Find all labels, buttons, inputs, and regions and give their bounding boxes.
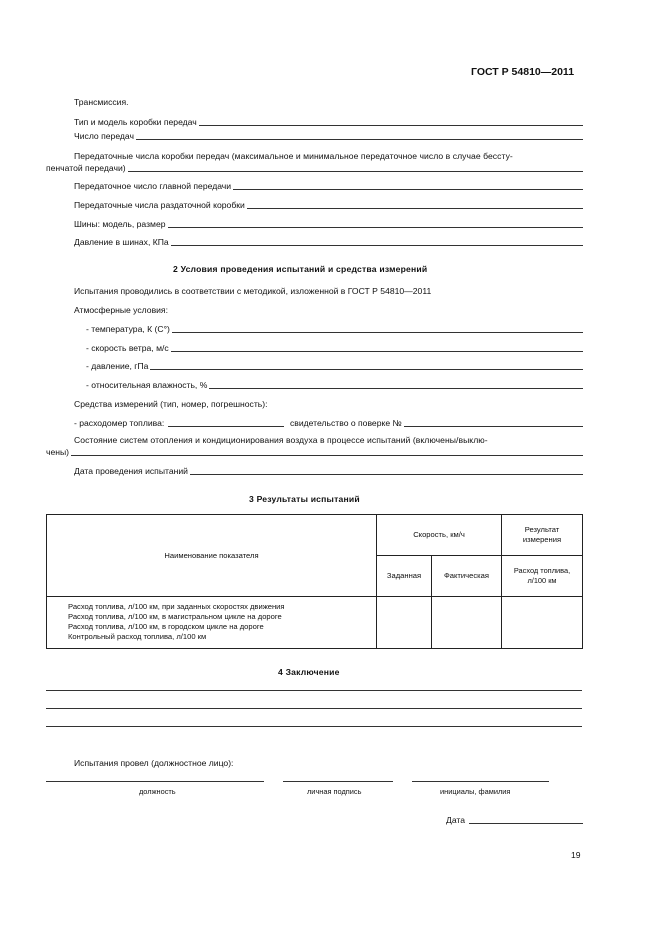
field-label: свидетельство о поверке № <box>290 418 402 428</box>
field-date <box>446 815 583 826</box>
field-label: - относительная влажность, % <box>86 380 208 390</box>
indicator-row: Расход топлива, л/100 км, в городском цикле на дороге <box>68 622 264 631</box>
page-number: 19 <box>571 850 581 860</box>
field-label: Шины: модель, размер <box>74 219 166 229</box>
header-actual-speed: Фактическая <box>432 556 502 597</box>
cell-set-speed <box>377 597 432 649</box>
fill-line <box>199 125 583 126</box>
fill-line <box>172 332 583 333</box>
field-label: Число передач <box>74 131 134 141</box>
fill-line <box>128 171 583 172</box>
signature-caption: личная подпись <box>307 787 362 796</box>
header-speed: Скорость, км/ч <box>377 515 502 556</box>
field-wind <box>86 343 583 354</box>
header-fuel-consumption <box>502 556 583 597</box>
transmission-title: Трансмиссия. <box>74 97 129 107</box>
field-flowmeter <box>74 418 284 429</box>
position-caption: должность <box>139 787 176 796</box>
fill-line <box>247 208 583 209</box>
results-table <box>46 514 583 649</box>
field-label: - давление, гПа <box>86 361 149 371</box>
field-gear-count <box>74 131 583 142</box>
conclusion-line <box>46 708 582 709</box>
fill-line <box>168 426 284 427</box>
field-pressure <box>86 361 583 372</box>
fill-line <box>404 426 583 427</box>
header-result-line1: Результат <box>524 525 560 534</box>
hvac-line-1: Состояние систем отопления и кондиционирования воздуха в процессе испытаний (включены/выклю- <box>74 435 488 445</box>
indicator-list <box>47 597 377 649</box>
fill-line <box>171 351 583 352</box>
field-label: Давление в шинах, КПа <box>74 237 169 247</box>
section-2-title: 2 Условия проведения испытаний и средства измерений <box>173 264 428 274</box>
field-main-gear <box>74 181 583 192</box>
measuring-instruments: Средства измерений (тип, номер, погрешность): <box>74 399 268 409</box>
cell-fuel-result <box>502 597 583 649</box>
field-label: - скорость ветра, м/с <box>86 343 169 353</box>
cell-actual-speed <box>432 597 502 649</box>
field-label: Передаточные числа раздаточной коробки <box>74 200 245 210</box>
header-result-line2: измерения <box>522 535 562 544</box>
test-method: Испытания проводились в соответствии с методикой, изложенной в ГОСТ Р 54810—2011 <box>74 286 432 296</box>
conclusion-line <box>46 690 582 691</box>
field-label: - температура, К (С°) <box>86 324 170 334</box>
section-3-title: 3 Результаты испытаний <box>249 494 360 504</box>
field-tires <box>74 219 583 230</box>
conclusion-line <box>46 726 582 727</box>
field-tire-pressure <box>74 237 583 248</box>
header-set-speed: Заданная <box>377 556 432 597</box>
fill-line <box>190 474 583 475</box>
field-test-date <box>74 466 583 477</box>
field-temperature <box>86 324 583 335</box>
field-hvac <box>46 447 583 458</box>
header-indicator-name: Наименование показателя <box>47 515 377 597</box>
conducted-by: Испытания провел (должностное лицо): <box>74 758 234 768</box>
header-fuel-line1: Расход топлива, <box>513 566 571 575</box>
initials-line <box>412 781 549 782</box>
indicator-row: Контрольный расход топлива, л/100 км <box>68 632 207 641</box>
field-label: Дата <box>446 815 466 825</box>
fill-line <box>171 245 583 246</box>
fill-line <box>150 369 583 370</box>
fill-line <box>233 189 583 190</box>
section-4-title: 4 Заключение <box>278 667 340 677</box>
field-transfer-box <box>74 200 583 211</box>
field-label: Передаточное число главной передачи <box>74 181 232 191</box>
field-label: Тип и модель коробки передач <box>74 117 197 127</box>
signature-line <box>283 781 393 782</box>
ratios-line-1: Передаточные числа коробки передач (максимальное и минимальное передаточное число в случае бессту- <box>74 151 513 161</box>
position-line <box>46 781 264 782</box>
fill-line <box>469 823 583 824</box>
fill-line <box>209 388 583 389</box>
initials-caption: инициалы, фамилия <box>440 787 511 796</box>
fill-line <box>168 227 583 228</box>
field-label: пенчатой передачи) <box>46 163 126 173</box>
field-gearbox-model <box>74 117 583 128</box>
atmospheric-conditions: Атмосферные условия: <box>74 305 168 315</box>
header-fuel-line2: л/100 км <box>527 576 557 585</box>
fill-line <box>71 455 583 456</box>
field-label: Дата проведения испытаний <box>74 466 188 476</box>
document-code: ГОСТ Р 54810—2011 <box>471 66 575 78</box>
field-label: чены) <box>46 447 70 457</box>
field-ratios <box>46 163 583 174</box>
fill-line <box>136 139 583 140</box>
indicator-row: Расход топлива, л/100 км, в магистральном цикле на дороге <box>68 612 282 621</box>
field-label: - расходомер топлива: <box>74 418 165 428</box>
field-humidity <box>86 380 583 391</box>
field-certificate <box>290 418 583 429</box>
header-result <box>502 515 583 556</box>
indicator-row: Расход топлива, л/100 км, при заданных скоростях движения <box>68 602 285 611</box>
